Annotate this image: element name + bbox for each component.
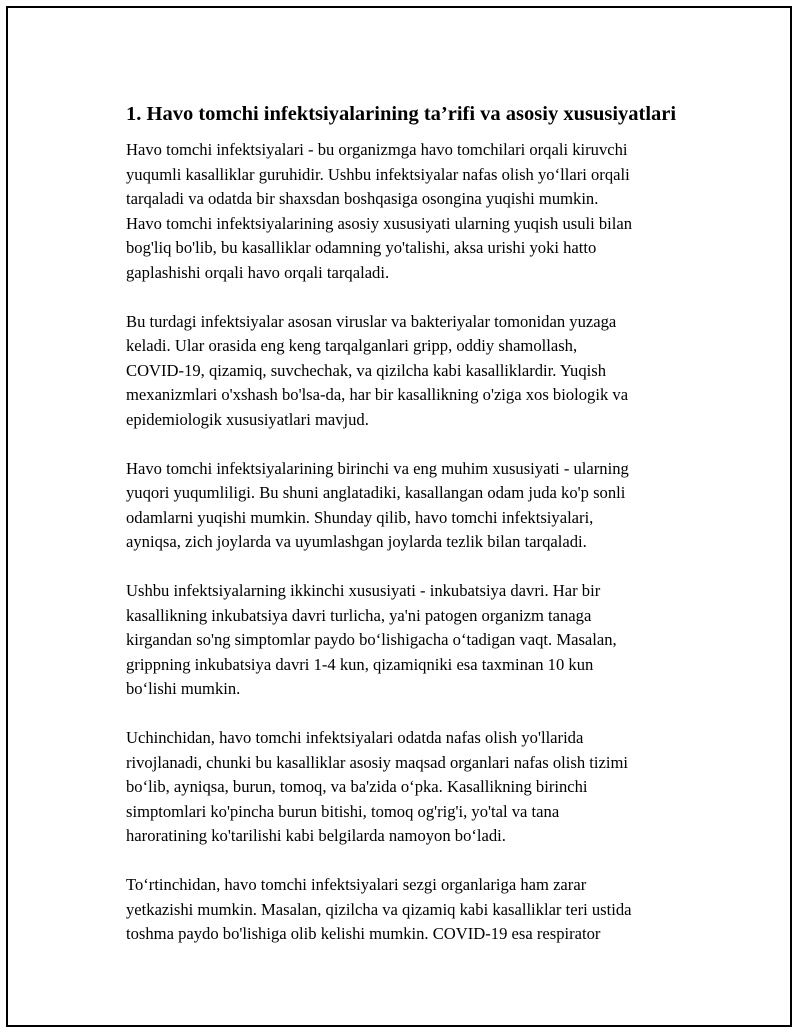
text-line: gaplashishi orqali havo orqali tarqaladi. [126, 262, 390, 282]
text-line: yetkazishi mumkin. Masalan, qizilcha va qizamiq kabi kasalliklar teri ustida [126, 899, 632, 919]
text-line: kirgandan so'ng simptomlar paydo bo‘lishigacha o‘tadigan vaqt. Masalan, [126, 630, 617, 649]
paragraph-list [126, 138, 696, 947]
text-line: yuqori yuqumliligi. Bu shuni anglatadiki, kasallangan odam juda ko'p sonli [126, 483, 626, 502]
text-line: Havo tomchi infektsiyalari - bu organizmga havo tomchilari orqali kiruvchi [126, 140, 628, 159]
text-line: Bu turdagi infektsiyalar asosan viruslar va bakteriyalar tomonidan yuzaga [126, 311, 617, 331]
text-line: toshma paydo bo'lishiga olib kelishi mumkin. COVID-19 esa respirator [126, 924, 601, 943]
paragraph [126, 726, 696, 849]
text-line: keladi. Ular orasida eng keng tarqalganlari gripp, oddiy shamollash, [126, 336, 578, 355]
text-line: odamlarni yuqishi mumkin. Shunday qilib, havo tomchi infektsiyalari, [126, 507, 594, 527]
text-line: haroratining ko'tarilishi kabi belgilarda namoyon bo‘ladi. [126, 826, 506, 845]
text-line: rivojlanadi, chunki bu kasalliklar asosiy maqsad organlari nafas olish tizimi [126, 752, 629, 772]
text-line: grippning inkubatsiya davri 1-4 kun, qizamiqniki esa taxminan 10 kun [126, 654, 594, 674]
text-line: COVID-19, qizamiq, suvchechak, va qizilcha kabi kasalliklardir. Yuqish [126, 360, 607, 380]
paragraph [126, 873, 696, 947]
text-line: Ushbu infektsiyalarning ikkinchi xususiyati - inkubatsiya davri. Har bir [126, 581, 601, 600]
text-line: To‘rtinchidan, havo tomchi infektsiyalari sezgi organlariga ham zarar [126, 875, 587, 894]
text-line: epidemiologik xususiyatlari mavjud. [126, 409, 369, 429]
text-line: yuqumli kasalliklar guruhidir. Ushbu infektsiyalar nafas olish yo‘llari orqali [126, 164, 630, 184]
paragraph [126, 138, 696, 285]
section-heading: 1. Havo tomchi infektsiyalarining ta’rifi va asosiy xususiyatlari [126, 103, 677, 125]
text-line: mexanizmlari o'xshash bo'lsa-da, har bir kasallikning o'ziga xos biologik va [126, 385, 629, 404]
page-frame [6, 6, 792, 1027]
text-line: bo‘lishi mumkin. [126, 679, 241, 698]
text-line: bog'liq bo'lib, bu kasalliklar odamning yo'talishi, aksa urishi yoki hatto [126, 238, 597, 257]
text-line: Havo tomchi infektsiyalarining birinchi va eng muhim xususiyati - ularning [126, 458, 629, 478]
text-line: kasallikning inkubatsiya davri turlicha, ya'ni patogen organizm tanaga [126, 605, 592, 625]
text-line: tarqaladi va odatda bir shaxsdan boshqasiga osongina yuqishi mumkin. [126, 189, 599, 208]
text-line: ayniqsa, zich joylarda va uyumlashgan joylarda tezlik bilan tarqaladi. [126, 532, 587, 551]
document-body [126, 100, 696, 971]
text-line: simptomlari ko'pincha burun bitishi, tomoq og'rig'i, yo'tal va tana [126, 801, 560, 821]
paragraph [126, 579, 696, 702]
text-line: bo‘lib, ayniqsa, burun, tomoq, va ba'zida o‘pka. Kasallikning birinchi [126, 777, 588, 796]
paragraph [126, 457, 696, 555]
paragraph [126, 310, 696, 433]
text-line: Uchinchidan, havo tomchi infektsiyalari odatda nafas olish yo'llarida [126, 728, 584, 747]
text-line: Havo tomchi infektsiyalarining asosiy xususiyati ularning yuqish usuli bilan [126, 213, 633, 233]
